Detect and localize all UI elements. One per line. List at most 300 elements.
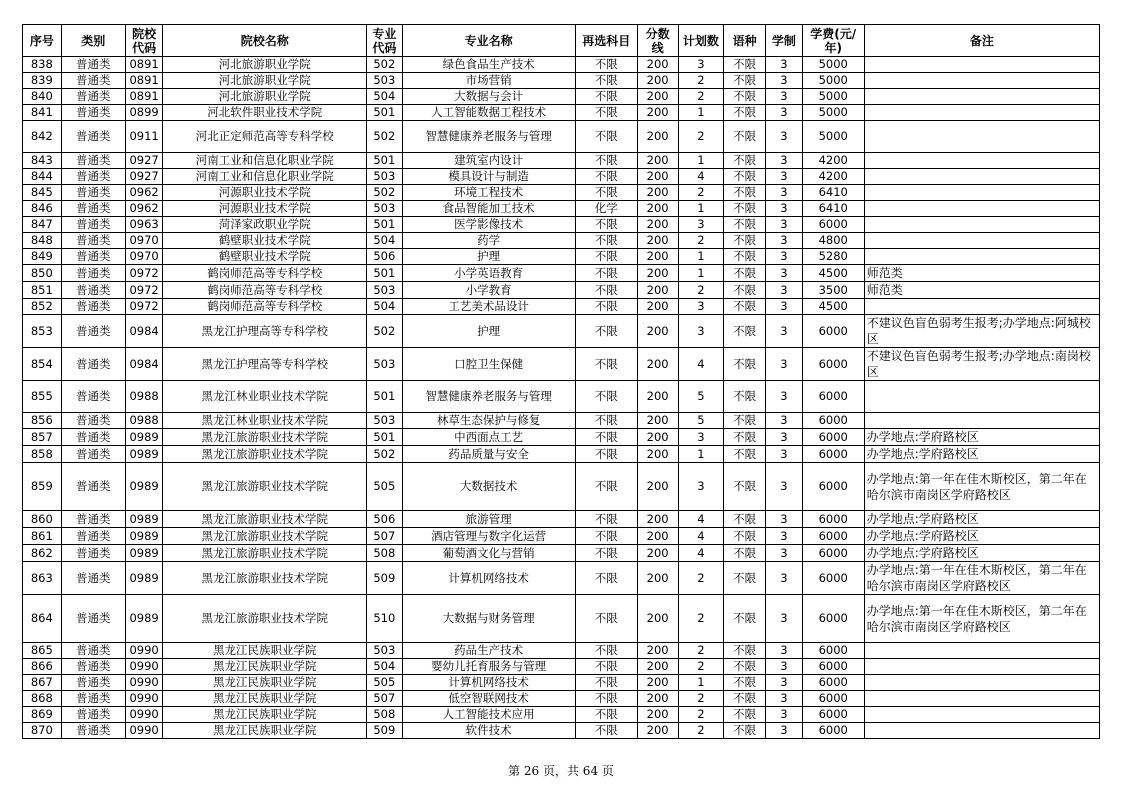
cell-major: 软件技术 [402,723,575,739]
cell-years: 3 [766,429,803,446]
cell-lang: 不限 [724,675,766,691]
cell-code: 0891 [125,89,163,105]
header-cell: 计划数 [678,25,724,57]
cell-score: 200 [637,413,678,429]
cell-seq: 861 [23,528,62,545]
cell-note [864,201,1099,217]
cell-years: 3 [766,562,803,595]
cell-mcode: 506 [367,249,403,265]
cell-note [864,299,1099,315]
cell-score: 200 [637,315,678,348]
cell-plan: 2 [678,643,724,659]
table-row [23,233,1100,249]
cell-major: 智慧健康养老服务与管理 [402,121,575,153]
cell-code: 0972 [125,282,163,299]
cell-mcode: 503 [367,282,403,299]
cell-seq: 868 [23,691,62,707]
cell-plan: 2 [678,233,724,249]
cell-mcode: 503 [367,348,403,381]
cell-code: 0970 [125,249,163,265]
cell-fee: 5000 [802,57,864,73]
cell-lang: 不限 [724,282,766,299]
cell-plan: 4 [678,169,724,185]
cell-school: 黑龙江旅游职业技术学院 [163,463,367,511]
cell-plan: 3 [678,299,724,315]
cell-type: 普通类 [61,73,125,89]
cell-score: 200 [637,562,678,595]
table-row [23,595,1100,643]
cell-note: 办学地点:学府路校区 [864,511,1099,528]
cell-note [864,57,1099,73]
cell-major: 林草生态保护与修复 [402,413,575,429]
cell-years: 3 [766,463,803,511]
cell-subj: 不限 [575,691,637,707]
cell-major: 绿色食品生产技术 [402,57,575,73]
table-row [23,429,1100,446]
cell-type: 普通类 [61,463,125,511]
cell-plan: 2 [678,73,724,89]
cell-years: 3 [766,511,803,528]
cell-seq: 863 [23,562,62,595]
cell-lang: 不限 [724,121,766,153]
cell-lang: 不限 [724,707,766,723]
cell-type: 普通类 [61,562,125,595]
cell-school: 黑龙江旅游职业技术学院 [163,511,367,528]
cell-subj: 不限 [575,233,637,249]
cell-school: 黑龙江民族职业学院 [163,707,367,723]
cell-school: 鹤岗师范高等专科学校 [163,265,367,282]
cell-years: 3 [766,299,803,315]
cell-school: 黑龙江民族职业学院 [163,659,367,675]
table-header-row [23,25,1100,57]
cell-note: 办学地点:学府路校区 [864,429,1099,446]
cell-plan: 2 [678,185,724,201]
cell-major: 大数据与会计 [402,89,575,105]
cell-code: 0990 [125,643,163,659]
cell-plan: 1 [678,446,724,463]
cell-fee: 6000 [802,545,864,562]
header-cell: 序号 [23,25,62,57]
cell-mcode: 503 [367,73,403,89]
cell-seq: 859 [23,463,62,511]
page-footer: 第 26 页，共 64 页 [508,764,614,778]
cell-major: 药学 [402,233,575,249]
cell-mcode: 502 [367,446,403,463]
cell-seq: 850 [23,265,62,282]
cell-major: 智慧健康养老服务与管理 [402,381,575,413]
cell-major: 计算机网络技术 [402,562,575,595]
cell-fee: 6000 [802,643,864,659]
cell-subj: 不限 [575,185,637,201]
cell-fee: 6000 [802,381,864,413]
cell-plan: 2 [678,89,724,105]
cell-seq: 860 [23,511,62,528]
cell-note: 不建议色盲色弱考生报考;办学地点:南岗校区 [864,348,1099,381]
cell-fee: 4200 [802,169,864,185]
cell-subj: 不限 [575,595,637,643]
cell-code: 0989 [125,429,163,446]
cell-score: 200 [637,169,678,185]
cell-note: 办学地点:学府路校区 [864,528,1099,545]
cell-years: 3 [766,691,803,707]
cell-plan: 4 [678,528,724,545]
cell-type: 普通类 [61,446,125,463]
table-row [23,659,1100,675]
cell-code: 0962 [125,201,163,217]
cell-seq: 851 [23,282,62,299]
cell-subj: 不限 [575,57,637,73]
cell-subj: 不限 [575,446,637,463]
cell-years: 3 [766,545,803,562]
cell-score: 200 [637,105,678,121]
cell-lang: 不限 [724,89,766,105]
cell-school: 黑龙江旅游职业技术学院 [163,545,367,562]
cell-note: 师范类 [864,282,1099,299]
cell-type: 普通类 [61,643,125,659]
header-cell: 院校代码 [125,25,163,57]
cell-years: 3 [766,57,803,73]
table-row [23,348,1100,381]
cell-seq: 858 [23,446,62,463]
cell-mcode: 509 [367,723,403,739]
cell-lang: 不限 [724,315,766,348]
cell-code: 0990 [125,675,163,691]
cell-lang: 不限 [724,185,766,201]
cell-lang: 不限 [724,348,766,381]
cell-code: 0984 [125,315,163,348]
cell-type: 普通类 [61,217,125,233]
cell-subj: 不限 [575,169,637,185]
cell-type: 普通类 [61,675,125,691]
header-cell: 学费(元/年) [802,25,864,57]
cell-seq: 841 [23,105,62,121]
cell-seq: 864 [23,595,62,643]
cell-fee: 6410 [802,201,864,217]
cell-lang: 不限 [724,217,766,233]
cell-score: 200 [637,217,678,233]
cell-years: 3 [766,413,803,429]
cell-major: 模具设计与制造 [402,169,575,185]
cell-code: 0927 [125,153,163,169]
cell-mcode: 501 [367,217,403,233]
table-row [23,643,1100,659]
cell-seq: 866 [23,659,62,675]
cell-school: 菏泽家政职业学院 [163,217,367,233]
cell-code: 0989 [125,562,163,595]
cell-subj: 不限 [575,675,637,691]
cell-years: 3 [766,201,803,217]
cell-lang: 不限 [724,463,766,511]
cell-type: 普通类 [61,153,125,169]
cell-years: 3 [766,315,803,348]
cell-fee: 6000 [802,707,864,723]
cell-school: 河北正定师范高等专科学校 [163,121,367,153]
cell-lang: 不限 [724,381,766,413]
cell-fee: 5000 [802,121,864,153]
table-row [23,89,1100,105]
cell-major: 环境工程技术 [402,185,575,201]
cell-type: 普通类 [61,528,125,545]
cell-code: 0891 [125,73,163,89]
cell-note [864,121,1099,153]
cell-mcode: 510 [367,595,403,643]
cell-lang: 不限 [724,595,766,643]
cell-school: 黑龙江旅游职业技术学院 [163,595,367,643]
cell-code: 0891 [125,57,163,73]
cell-subj: 不限 [575,217,637,233]
cell-type: 普通类 [61,545,125,562]
cell-type: 普通类 [61,282,125,299]
cell-code: 0990 [125,707,163,723]
table-row [23,528,1100,545]
table-row [23,282,1100,299]
cell-fee: 6000 [802,723,864,739]
cell-years: 3 [766,89,803,105]
cell-years: 3 [766,723,803,739]
cell-years: 3 [766,185,803,201]
cell-plan: 2 [678,562,724,595]
cell-fee: 6000 [802,446,864,463]
cell-fee: 5000 [802,105,864,121]
cell-plan: 1 [678,153,724,169]
admission-plan-table [22,24,1100,739]
table-row [23,511,1100,528]
cell-major: 中西面点工艺 [402,429,575,446]
cell-major: 低空智联网技术 [402,691,575,707]
table-row [23,201,1100,217]
cell-major: 小学教育 [402,282,575,299]
cell-years: 3 [766,153,803,169]
cell-mcode: 506 [367,511,403,528]
cell-subj: 不限 [575,299,637,315]
cell-major: 药品生产技术 [402,643,575,659]
cell-lang: 不限 [724,659,766,675]
cell-major: 药品质量与安全 [402,446,575,463]
cell-score: 200 [637,595,678,643]
cell-subj: 不限 [575,463,637,511]
cell-mcode: 503 [367,169,403,185]
table-row [23,315,1100,348]
cell-mcode: 505 [367,463,403,511]
cell-fee: 5000 [802,73,864,89]
cell-school: 河北软件职业技术学院 [163,105,367,121]
cell-code: 0972 [125,299,163,315]
cell-plan: 3 [678,217,724,233]
cell-type: 普通类 [61,89,125,105]
cell-major: 酒店管理与数字化运营 [402,528,575,545]
cell-subj: 不限 [575,381,637,413]
table-row [23,675,1100,691]
cell-lang: 不限 [724,299,766,315]
header-cell: 再选科目 [575,25,637,57]
cell-lang: 不限 [724,691,766,707]
cell-note [864,185,1099,201]
cell-subj: 化学 [575,201,637,217]
cell-plan: 4 [678,511,724,528]
cell-seq: 869 [23,707,62,723]
cell-plan: 1 [678,105,724,121]
cell-years: 3 [766,217,803,233]
cell-school: 黑龙江旅游职业技术学院 [163,528,367,545]
cell-years: 3 [766,73,803,89]
cell-code: 0990 [125,691,163,707]
cell-score: 200 [637,463,678,511]
cell-mcode: 501 [367,265,403,282]
cell-note [864,249,1099,265]
cell-code: 0911 [125,121,163,153]
cell-lang: 不限 [724,233,766,249]
cell-school: 黑龙江民族职业学院 [163,723,367,739]
cell-major: 建筑室内设计 [402,153,575,169]
cell-mcode: 504 [367,659,403,675]
cell-subj: 不限 [575,153,637,169]
cell-type: 普通类 [61,595,125,643]
cell-score: 200 [637,233,678,249]
table-row [23,463,1100,511]
cell-years: 3 [766,249,803,265]
cell-fee: 4500 [802,265,864,282]
cell-type: 普通类 [61,185,125,201]
cell-school: 黑龙江护理高等专科学校 [163,348,367,381]
cell-lang: 不限 [724,723,766,739]
cell-type: 普通类 [61,659,125,675]
cell-code: 0989 [125,528,163,545]
table-row [23,121,1100,153]
cell-mcode: 503 [367,201,403,217]
cell-type: 普通类 [61,265,125,282]
cell-mcode: 502 [367,315,403,348]
cell-code: 0962 [125,185,163,201]
cell-type: 普通类 [61,429,125,446]
cell-plan: 4 [678,348,724,381]
table-row [23,265,1100,282]
cell-note: 办学地点:学府路校区 [864,545,1099,562]
cell-mcode: 507 [367,691,403,707]
cell-plan: 2 [678,659,724,675]
cell-note: 办学地点:第一年在佳木斯校区，第二年在哈尔滨市南岗区学府路校区 [864,562,1099,595]
cell-subj: 不限 [575,659,637,675]
cell-mcode: 504 [367,233,403,249]
cell-type: 普通类 [61,299,125,315]
cell-type: 普通类 [61,249,125,265]
table-row [23,249,1100,265]
cell-score: 200 [637,73,678,89]
cell-code: 0988 [125,413,163,429]
cell-school: 黑龙江民族职业学院 [163,691,367,707]
cell-subj: 不限 [575,265,637,282]
cell-plan: 3 [678,57,724,73]
header-cell: 分数线 [637,25,678,57]
cell-note [864,691,1099,707]
cell-plan: 1 [678,249,724,265]
table-row [23,153,1100,169]
table-row [23,381,1100,413]
cell-school: 黑龙江旅游职业技术学院 [163,446,367,463]
table-row [23,57,1100,73]
cell-code: 0989 [125,545,163,562]
cell-seq: 865 [23,643,62,659]
cell-score: 200 [637,348,678,381]
cell-plan: 2 [678,723,724,739]
cell-fee: 6000 [802,429,864,446]
cell-plan: 2 [678,595,724,643]
cell-fee: 4200 [802,153,864,169]
cell-years: 3 [766,643,803,659]
cell-subj: 不限 [575,249,637,265]
cell-score: 200 [637,723,678,739]
cell-plan: 5 [678,413,724,429]
cell-note [864,105,1099,121]
table-row [23,299,1100,315]
table-row [23,185,1100,201]
cell-years: 3 [766,282,803,299]
cell-major: 护理 [402,249,575,265]
cell-type: 普通类 [61,511,125,528]
cell-plan: 3 [678,429,724,446]
cell-plan: 2 [678,282,724,299]
cell-fee: 6000 [802,691,864,707]
cell-years: 3 [766,121,803,153]
cell-code: 0970 [125,233,163,249]
cell-years: 3 [766,265,803,282]
header-cell: 学制 [766,25,803,57]
cell-seq: 844 [23,169,62,185]
cell-school: 河源职业技术学院 [163,201,367,217]
cell-years: 3 [766,105,803,121]
cell-type: 普通类 [61,57,125,73]
cell-type: 普通类 [61,348,125,381]
cell-mcode: 501 [367,381,403,413]
cell-school: 黑龙江旅游职业技术学院 [163,429,367,446]
cell-fee: 6000 [802,315,864,348]
cell-score: 200 [637,707,678,723]
cell-plan: 1 [678,675,724,691]
cell-seq: 848 [23,233,62,249]
cell-fee: 6000 [802,463,864,511]
cell-plan: 2 [678,707,724,723]
cell-score: 200 [637,429,678,446]
cell-type: 普通类 [61,381,125,413]
table-row [23,707,1100,723]
cell-lang: 不限 [724,528,766,545]
cell-fee: 6000 [802,348,864,381]
cell-subj: 不限 [575,723,637,739]
cell-fee: 6000 [802,675,864,691]
cell-subj: 不限 [575,429,637,446]
cell-score: 200 [637,282,678,299]
cell-fee: 5280 [802,249,864,265]
cell-score: 200 [637,153,678,169]
cell-score: 200 [637,201,678,217]
cell-score: 200 [637,446,678,463]
cell-type: 普通类 [61,169,125,185]
cell-fee: 6000 [802,562,864,595]
cell-code: 0927 [125,169,163,185]
cell-type: 普通类 [61,723,125,739]
cell-subj: 不限 [575,282,637,299]
cell-note [864,169,1099,185]
cell-type: 普通类 [61,233,125,249]
cell-school: 黑龙江旅游职业技术学院 [163,562,367,595]
cell-fee: 6000 [802,511,864,528]
cell-years: 3 [766,169,803,185]
cell-school: 鹤岗师范高等专科学校 [163,299,367,315]
cell-seq: 856 [23,413,62,429]
cell-subj: 不限 [575,511,637,528]
cell-type: 普通类 [61,691,125,707]
cell-score: 200 [637,528,678,545]
cell-major: 计算机网络技术 [402,675,575,691]
